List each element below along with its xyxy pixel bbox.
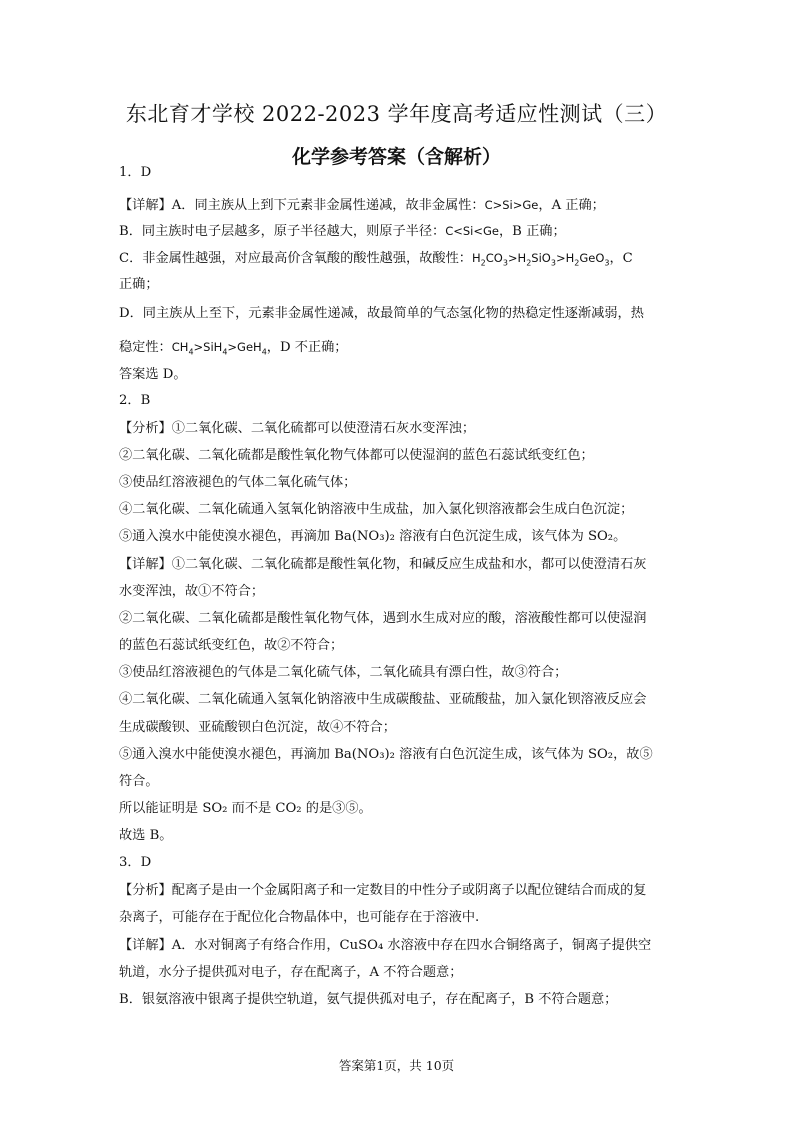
q1-d-line1: D．同主族从上至下，元素非金属性递减，故最简单的气态氢化物的热稳定性逐渐减弱，热 — [119, 306, 644, 321]
q1-c-suffix: ，C — [609, 251, 633, 266]
q1-a-formula: C>Si>Ge — [484, 198, 539, 212]
q2-line-5: ⑤通入溴水中能使溴水褪色，再滴加 Ba(NO₃)₂ 溶液有白色沉淀生成，该气体为 SO₂。 — [119, 529, 627, 544]
q2-line-4: ④二氧化碳、二氧化硫通入氢氧化钠溶液中生成盐，加入氯化钡溶液都会生成白色沉淀； — [119, 502, 634, 517]
q2-line-8: ②二氧化碳、二氧化硫都是酸性氧化物气体，遇到水生成对应的酸，溶液酸性都可以使湿润 — [119, 611, 647, 626]
q1-line-d — [119, 337, 679, 362]
q1-c-cont: 正确； — [119, 277, 159, 292]
q2-line-9: 的蓝色石蕊试纸变红色，故②不符合； — [119, 638, 344, 653]
q2-line-15: 所以能证明是 SO₂ 而不是 CO₂ 的是③⑤。 — [119, 801, 372, 816]
q2-line-10: ③使品红溶液褪色的气体是二氧化硫气体，二氧化硫具有漂白性，故③符合； — [119, 665, 568, 680]
q3-line-1: 【分析】配离子是由一个金属阳离子和一定数目的中性分子或阴离子以配位键结合而成的复 — [119, 883, 647, 898]
q1-line-a — [119, 195, 679, 216]
q1-b-formula: C<Si<Ge — [445, 224, 499, 238]
q1-b-prefix: B．同主族时电子层越多，原子半径越大，则原子半径： — [119, 224, 446, 239]
q3-line-3: 【详解】A．水对铜离子有络合作用，CuSO₄ 水溶液中存在四水合铜络离子，铜离子提供空 — [119, 938, 652, 953]
q3-line-2: 杂离子，可能存在于配位化合物晶体中，也可能存在于溶液中. — [119, 910, 480, 925]
q2-line-16: 故选 B。 — [119, 828, 173, 843]
q1-c-prefix: C．非金属性越强，对应最高价含氧酸的酸性越强，故酸性： — [119, 251, 472, 266]
q1-a-prefix: 【详解】A．同主族从上到下元素非金属性递减，故非金属性： — [119, 198, 485, 213]
q2-line-2: ②二氧化碳、二氧化硫都是酸性氧化物气体都可以使湿润的蓝色石蕊试纸变红色； — [119, 448, 594, 463]
document-subtitle: 化学参考答案（含解析） — [291, 146, 501, 168]
q3-line-4: 轨道，水分子提供孤对电子，存在配离子，A 不符合题意； — [119, 965, 463, 980]
q1-number: 1．D — [119, 165, 152, 180]
q1-answer: 答案选 D。 — [119, 367, 187, 382]
q1-b-suffix: ，B 正确； — [499, 224, 566, 239]
q1-a-suffix: ，A 正确； — [538, 198, 605, 213]
q3-number: 3．D — [119, 855, 152, 870]
document-title: 东北育才学校 2022-2023 学年度高考适应性测试（三） — [125, 102, 668, 126]
q3-line-5: B．银氨溶液中银离子提供空轨道，氨气提供孤对电子，存在配离子，B 不符合题意； — [119, 992, 618, 1007]
q2-line-6: 【详解】①二氧化碳、二氧化硫都是酸性氧化物，和碱反应生成盐和水，都可以使澄清石灰 — [119, 557, 647, 572]
q2-line-7: 水变浑浊，故①不符合； — [119, 584, 265, 599]
q2-line-11: ④二氧化碳、二氧化硫通入氢氧化钠溶液中生成碳酸盐、亚硫酸盐，加入氯化钡溶液反应会 — [119, 692, 647, 707]
q1-line-b — [119, 221, 679, 242]
page-footer: 答案第1页，共 10页 — [338, 1058, 455, 1073]
q1-c-formula: $H_2CO_3>H_2SiO_3>H_2GeO_3$ — [471, 251, 610, 268]
q1-d-suffix: ，D 不正确； — [266, 340, 348, 355]
q2-line-1: 【分析】①二氧化碳、二氧化硫都可以使澄清石灰水变浑浊； — [119, 421, 476, 436]
q2-line-3: ③使品红溶液褪色的气体二氧化硫气体； — [119, 475, 357, 490]
q2-line-14: 符合。 — [119, 774, 159, 789]
q1-d-prefix: 稳定性： — [119, 340, 172, 355]
q1-line-c — [119, 248, 679, 273]
q2-line-13: ⑤通入溴水中能使溴水褪色，再滴加 Ba(NO₃)₂ 溶液有白色沉淀生成，该气体为 SO₂，故⑤ — [119, 747, 653, 762]
q2-number: 2．B — [119, 393, 151, 408]
q2-line-12: 生成碳酸钡、亚硫酸钡白色沉淀，故④不符合； — [119, 720, 396, 735]
q1-d-formula: $CH_4>SiH_4>GeH_4$ — [171, 340, 267, 357]
